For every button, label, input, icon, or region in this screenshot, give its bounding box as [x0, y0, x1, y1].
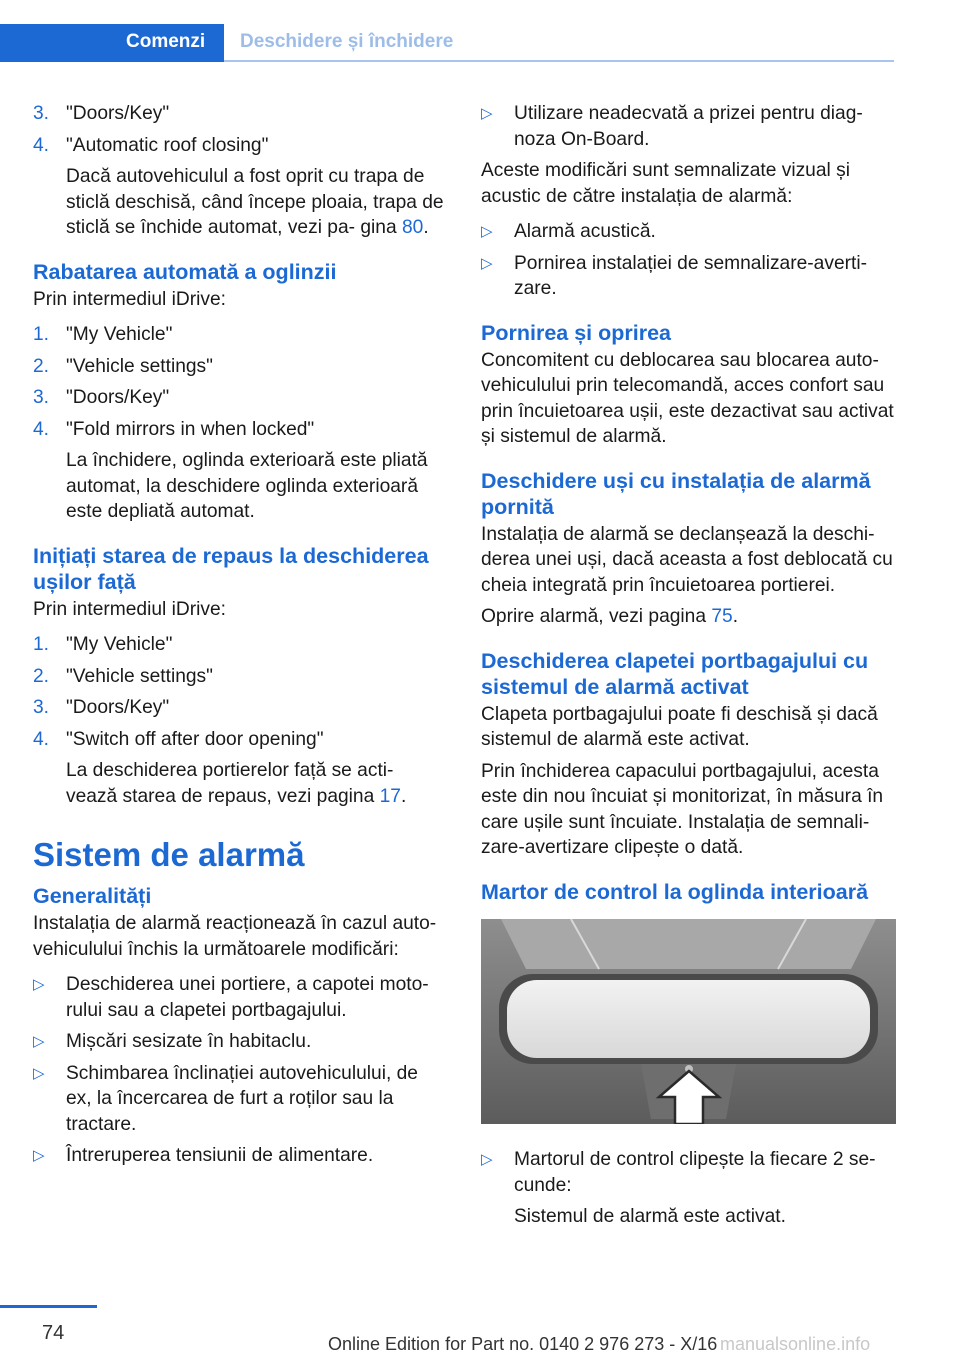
- page-number-rule: [0, 1305, 97, 1308]
- on-off-text: Concomitent cu deblocarea sau blocarea auto‐ vehiculului prin telecomandă, acces confort sau prin încuietoarea ușii, este dezactivat sau activat și sistemul de alarmă.: [481, 349, 894, 447]
- page-link-75[interactable]: 75: [711, 606, 733, 627]
- bullet-item: ▷ Mișcări sesizate în habitaclu.: [33, 1029, 447, 1055]
- chapter-tabbar: [0, 24, 894, 64]
- item-text: "Doors/Key": [66, 387, 170, 408]
- section-heading-on-off: Pornirea și oprirea: [481, 320, 671, 345]
- item-number: 3.: [33, 697, 50, 718]
- item-text: "Doors/Key": [66, 697, 170, 718]
- item-text: "My Vehicle": [66, 324, 173, 345]
- page-link-17[interactable]: 17: [379, 785, 401, 807]
- item-text: "Vehicle settings": [66, 355, 213, 377]
- trunk-text-1: Clapeta portbagajului poate fi deschisă și dacă sistemul de alarmă este activat.: [481, 703, 878, 750]
- item-number: 1.: [33, 324, 50, 345]
- page-link-80[interactable]: 80: [401, 217, 424, 238]
- intro-text: Prin intermediul iDrive:: [33, 288, 226, 310]
- item-text: "Switch off after door opening": [66, 728, 324, 750]
- item-number: 1.: [33, 634, 50, 655]
- item-text: "Fold mirrors in when locked": [66, 418, 315, 440]
- bullet-triangle-icon: ▷: [33, 1033, 45, 1050]
- item-number: 3.: [33, 103, 50, 124]
- list-item: [33, 664, 447, 690]
- list-item: [33, 354, 447, 380]
- bullet-item: ▷ Martorul de control clipește la fiecare 2 se‐ cunde:: [481, 1149, 876, 1196]
- list-item: [33, 133, 447, 159]
- bullet-triangle-icon: ▷: [33, 976, 45, 993]
- bullet-triangle-icon: ▷: [33, 1147, 45, 1164]
- left-column: [33, 101, 447, 1175]
- edition-footer: Online Edition for Part no. 0140 2 976 273 - X/16: [328, 1334, 718, 1354]
- signal-text: Aceste modificări sunt semnalizate vizual și acustic de către instalația de alarmă:: [481, 160, 850, 207]
- bullet-triangle-icon: ▷: [481, 1151, 493, 1168]
- tab-divider-line: [224, 60, 894, 62]
- bullet-item: ▷ Întreruperea tensiunii de alimentare.: [33, 1143, 447, 1169]
- trunk-text-2: Prin închiderea capacului portbagajului, acesta este din nou încuiat și monitorizat, în măsura în care ușile sunt încuiate. Instalația de semnali‐ zare-avertizare clipește o dată.: [481, 760, 884, 858]
- bullet-triangle-icon: ▷: [481, 254, 493, 272]
- list-item: [33, 385, 447, 411]
- list-item: [33, 695, 447, 721]
- bullet-triangle-icon: ▷: [481, 105, 493, 122]
- item-description: Sistemul de alarmă este activat.: [514, 1206, 786, 1227]
- right-column: [481, 101, 895, 1236]
- item-description: Dacă autovehiculul a fost oprit cu trapa de sticlă deschisă, când începe ploaia, trapa de sticlă se închide automat, vezi pa‐ gina 80.: [66, 166, 444, 238]
- chapter-heading-alarm: Sistem de alarmă: [33, 836, 305, 873]
- bullet-item: ▷ Utilizare neadecvată a prizei pentru diag‐ noza On-Board.: [481, 103, 863, 150]
- section-heading-mirror-fold: Rabatarea automată a oglinzii: [33, 259, 337, 284]
- section-heading-general: Generalități: [33, 884, 152, 908]
- intro-text: Prin intermediul iDrive:: [33, 598, 226, 620]
- item-number: 4.: [33, 728, 50, 750]
- bullet-item: ▷ Schimbarea înclinației autovehiculului, de ex, la încercarea de furt a roților sau la tractare.: [33, 1062, 418, 1135]
- item-number: 2.: [33, 665, 50, 687]
- list-item: [33, 727, 447, 753]
- list-item: [33, 417, 447, 443]
- item-description: La închidere, oglinda exterioară este pliată automat, la deschidere oglinda exterioară este depliată automat.: [66, 450, 428, 522]
- bullet-item: ▷ Pornirea instalației de semnalizare-averti‐ zare.: [481, 252, 867, 299]
- rearview-mirror-illustration: [481, 919, 896, 1124]
- bullet-triangle-icon: ▷: [33, 1064, 45, 1082]
- item-description: La deschiderea portierelor față se acti‐ vează starea de repaus, vezi pagina 17.: [66, 760, 407, 807]
- bullet-item: ▷ Deschiderea unei portiere, a capotei moto‐ rului sau a clapetei portbagajului.: [33, 974, 429, 1021]
- watermark: manualsonline.info: [720, 1334, 871, 1354]
- item-text: "Automatic roof closing": [66, 134, 269, 156]
- page-number: 74: [42, 1322, 65, 1344]
- bullet-item: ▷ Alarmă acustică.: [481, 219, 895, 245]
- item-number: 4.: [33, 134, 50, 156]
- general-text: Instalația de alarmă reacționează în cazul auto‐ vehiculului închis la următoarele modificări:: [33, 913, 437, 960]
- stop-alarm-text: Oprire alarmă, vezi pagina 75.: [481, 606, 739, 627]
- section-heading-standby: Inițiați starea de repaus la deschiderea ușilor față: [33, 543, 429, 594]
- section-heading-doors: Deschidere uși cu instalația de alarmă pornită: [481, 468, 871, 519]
- item-number: 2.: [33, 355, 50, 377]
- item-number: 4.: [33, 418, 50, 440]
- item-text: "Vehicle settings": [66, 665, 213, 687]
- bullet-triangle-icon: ▷: [481, 223, 493, 240]
- list-item: [33, 322, 447, 348]
- tab-comenzi[interactable]: Comenzi: [0, 24, 224, 62]
- section-heading-indicator: Martor de control la oglinda interioară: [481, 879, 869, 904]
- list-item: [33, 632, 447, 658]
- doors-text: Instalația de alarmă se declanșează la deschi‐ derea unei uși, dacă aceasta a fost deblocată cu cheia integrată prin încuietoarea portierei.: [481, 523, 893, 596]
- item-number: 3.: [33, 387, 50, 408]
- section-heading-trunk: Deschiderea clapetei portbagajului cu sistemul de alarmă activat: [481, 648, 869, 699]
- tab-deschidere-inchidere[interactable]: Deschidere și închidere: [240, 31, 454, 52]
- item-text: "My Vehicle": [66, 634, 173, 655]
- item-text: "Doors/Key": [66, 103, 170, 124]
- list-item: [33, 101, 447, 127]
